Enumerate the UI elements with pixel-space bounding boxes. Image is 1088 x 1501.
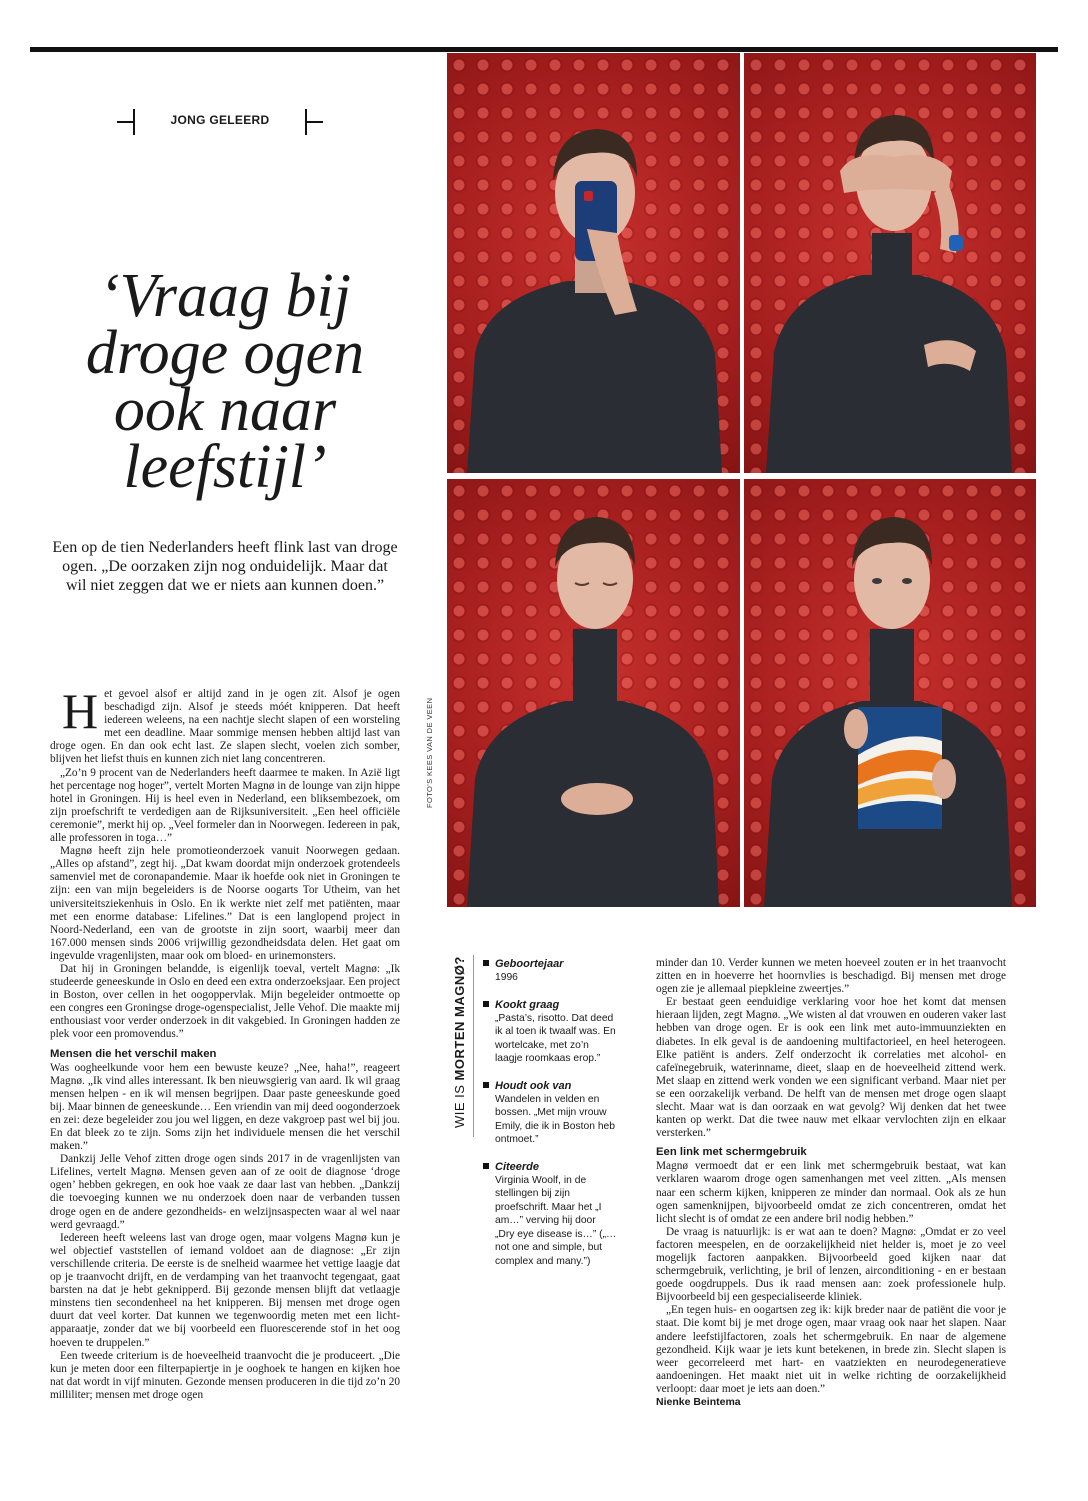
intro-text: Een op de tien Nederlanders heeft flink last van droge ogen. „De oorzaken zijn nog onduidelijk. Maar dat wil niet zeggen dat we er niets aan kunnen doen.” (52, 539, 398, 594)
sidebar-label (452, 948, 468, 1128)
body-paragraph: minder dan 10. Verder kunnen we meten hoeveel zouten er in het traanvocht zitten en in hoeverre het hoornvlies is beschadigd. Bij mensen met droge ogen zie je allemaal piepkleine zweertjes.” (656, 957, 1006, 996)
body-paragraph: Magnø heeft zijn hele promotieonderzoek vanuit Noorwegen gedaan. „Alles op afstand”, zegt hij. „Dat kwam doordat mijn onderzoek grotendeels samenviel met de coronapandemie. Maar ik hoefde ook niet in Groningen te zijn: een van mijn begeleiders is de Noorse oogarts Tor Utheim, van het universiteitsziekenhuis in Oslo. En ik werkte niet zelf met patiënten, maar met een enorme database: Lifelines.” Dat is een langlopend project in Noord-Nederland, een van de grootste in zijn soort, waarbij meer dan 167.000 mensen sinds 2006 vrijwillig gezondheidsdata delen. Het gaat om ingevulde vragenlijsten, maar ook om bloed- en urinemonsters. (50, 845, 400, 962)
fact-heading: Geboortejaar (483, 957, 618, 971)
section-label-text: JONG GELEERD (170, 113, 270, 127)
body-paragraph: Een tweede criterium is de hoeveelheid traanvocht die je produceert. „Die kun je meten door een filterpapiertje in je ooghoek te hangen en kijken hoe nat dat wordt in vijf minuten. Gezonde mensen produceren in die tijd zo’n 20 milliliter; mensen met droge ogen (50, 1349, 400, 1401)
drop-cap: H (62, 683, 99, 739)
fact-heading: Kookt graag (483, 998, 618, 1012)
body-paragraph: et gevoel alsof er altijd zand in je ogen zit. Alsof je ogen beschadigd zijn. Alsof je steeds móét knipperen. Dat heeft iedereen weleens, na een nachtje slecht slapen of een worsteling met een deadline. Maar sommige mensen hebben altijd last van droge ogen. En dan ook echt last. Ze slapen slecht, voelen zich somber, blijven het liefst thuis en kunnen zich niet lang concentreren. (50, 688, 400, 766)
body-paragraph: Dankzij Jelle Vehof zitten droge ogen sinds 2017 in de vragenlijsten van Lifelines, vertelt Magnø. Mensen geven aan of ze ooit de diagnose ‘droge ogen’ hebben gekregen, en ook hoe vaak ze daar last van hebben. „Dankzij die toevoeging kunnen we nu onderzoek doen naar de verbanden tussen droge ogen en de andere gezondheids- en welzijnsaspecten waar al wel naar werd gevraagd.” (50, 1153, 400, 1231)
fact-heading: Citeerde (483, 1160, 618, 1174)
body-paragraph: Iedereen heeft weleens last van droge ogen, maar volgens Magnø kun je wel objectief vaststellen of iemand voldoet aan de diagnose: „Er zijn verschillende criteria. De eerste is de snelheid waarmee het vettige laagje dat op je traanvocht drijft, en de verdamping van het traanvocht tegengaat, gaat barsten na dat je hebt geknipperd. Bij gezonde mensen blijft dat vetlaagje minstens tien secondenheel na het knipperen. Bij mensen met droge ogen duurt dat veel korter. Dat kunnen we tegenwoordig meten met een licht-apparaatje, zonder dat we bij voorbeeld een fluorescerende stof in het oog hoeven te druppelen.” (50, 1231, 400, 1349)
photo-phone-covering-mouth (447, 53, 740, 473)
body-paragraph: „En tegen huis- en oogartsen zeg ik: kijk breder naar de patiënt die voor je staat. Die komt bij je met droge ogen, maar vraag ook naar het slapen. Naar andere leefstijlfactoren, zoals het schermgebruik. En naar de algemene gezondheid. Kijk waar je iets kunt betekenen, in brede zin. Slecht slapen is weer gecorreleerd met hart- en vaatziekten en neurodegeneratieve aandoeningen. Het maakt niet uit in welke richting de oorzakelijkheid verloopt: daar moet je iets aan doen.” (656, 1304, 1006, 1395)
fact-item (483, 1079, 618, 1147)
fact-item (483, 998, 618, 1066)
byline: Nienke Beintema (656, 1396, 741, 1408)
fact-value: 1996 (495, 972, 518, 983)
body-paragraph: De vraag is natuurlijk: is er wat aan te doen? Magnø: „Omdat er zo veel factoren meespelen, en de oorzakelijkheid niet helder is, moet je zo veel mogelijk factoren aanpakken. Bijvoorbeeld goed kijken naar dat schermgebruik, verlichting, je bril of lenzen, airconditioning - en er bestaan goede oogdruppels. Dus ik raad mensen aan: zoek professionele hulp. Bijvoorbeeld bij een gespecialiseerde kliniek. (656, 1225, 1006, 1304)
photo-eyes-closed (447, 479, 740, 907)
fact-item (483, 957, 618, 985)
body-paragraph: Er bestaat geen eenduidige verklaring voor hoe het komt dat mensen hieraan lijden, zegt Magnø. „We wisten al dat vrouwen en ouderen vaker last hebben van droge ogen. Er is ook een link met auto-immuunziekten en diabetes. In elk geval is de aandoening multifactorieel, en heel heterogeen. Elke patiënt is anders. Zelf onderzocht ik correlaties met alcohol- en cafeïnegebruik, waterinname, dieet, slaap en de hoeveelheid zittend werk. Met slaap en zittend werk vonden we een significant verband. Maar niet per se een oorzakelijk verband. De helft van de mensen met droge ogen slaapt slecht. Maar wat is dan oorzaak en wat gevolg? Wij denken dat het twee kanten op werkt. Dat die twee nauw met elkaar vervlochten zijn en elkaar versterken.” (656, 996, 1006, 1140)
photo-hands-covering-eyes (744, 53, 1036, 473)
sidebar-facts (483, 957, 618, 1281)
body-paragraph: Was oogheelkunde voor hem een bewuste keuze? „Nee, haha!”, reageert Magnø. „Ik vind alles interessant. Ik ben nieuwsgierig van aard. Ik wil graag mensen helpen - en ik wil mensen begrijpen. Daar paste geneeskunde goed bij. Maar binnen de geneeskunde… Een vriendin van mij deed oogonderzoek en zei: deze begeleider zou jou wel liggen, en deze vakgroep past wel bij jou. En dat bleek zo te zijn. Soms zijn het individuele mensen die het verschil maken.” (50, 1061, 400, 1153)
body-paragraph: Magnø vermoedt dat er een link met schermgebruik bestaat, wat kan verklaren waarom droge ogen samenhangen met veel zitten. „Als mensen naar een scherm kijken, knipperen ze minder dan normaal. Ook als ze hun ogen samenknijpen, bijvoorbeeld omdat ze zich concentreren, omdat het licht slecht is of omdat ze een andere bril nodig hebben.” (656, 1160, 1006, 1225)
body-paragraph: Dat hij in Groningen belandde, is eigenlijk toeval, vertelt Magnø: „Ik studeerde geneeskunde in Oslo en deed een extra onderzoeksjaar. Een project in Boston, over cellen in het oogoppervlak. Mijn begeleider ontmoette op een congres een Groningse droge-ogenspecialist, Jelle Vehof. Die maakte mij enthousiast voor verder onderzoek in dit vakgebied. In Groningen hadden ze plek voor een promovendus.” (50, 962, 400, 1041)
sidebar-rule (473, 955, 474, 1137)
fact-value: Virginia Woolf, in de stellingen bij zijn proefschrift. Maar het „I am…” verving hij door „Dry eye disease is…” („…not one and simple, but complex and many.”) (495, 1174, 617, 1267)
fact-value: Wandelen in velden en bossen. „Met mijn vrouw Emily, die ik in Boston heb ontmoet.” (495, 1093, 615, 1145)
fact-item (483, 1160, 618, 1269)
sidebar-label-prefix: WIE IS (452, 1080, 467, 1128)
fact-heading: Houdt ook van (483, 1079, 618, 1093)
photo-holding-book (744, 479, 1036, 907)
sidebar-label-name: MORTEN MAGNØ? (452, 956, 467, 1081)
section-label (115, 109, 325, 135)
fact-value: „Pasta’s, risotto. Dat deed ik al toen ik twaalf was. En wortelcake, met zo’n laagje roomkaas erop.” (495, 1012, 616, 1064)
photo-credit: FOTO'S KEES VAN DE VEEN (425, 697, 434, 808)
body-column-1 (50, 683, 400, 1402)
body-column-3 (656, 957, 1006, 1409)
subheading: Een link met schermgebruik (656, 1146, 807, 1159)
headline: ‘Vraag bij droge ogen ook naar leefstijl’ (85, 262, 365, 501)
top-rule (30, 47, 1058, 52)
body-paragraph: „Zo’n 9 procent van de Nederlanders heeft daarmee te maken. In Azië ligt het percentage nog hoger”, vertelt Morten Magnø in de lounge van zijn hippe hotel in Groningen. Hij is heel even in Nederland, een bliksembezoek, om zijn proefschrift te verdedigen aan de Rijksuniversiteit. „Een heel officiële ceremonie”, merkt hij op. „Veel formeler dan in Noorwegen. Iedereen in pak, alle professoren in toga…” (50, 766, 400, 845)
subheading: Mensen die het verschil maken (50, 1047, 217, 1060)
